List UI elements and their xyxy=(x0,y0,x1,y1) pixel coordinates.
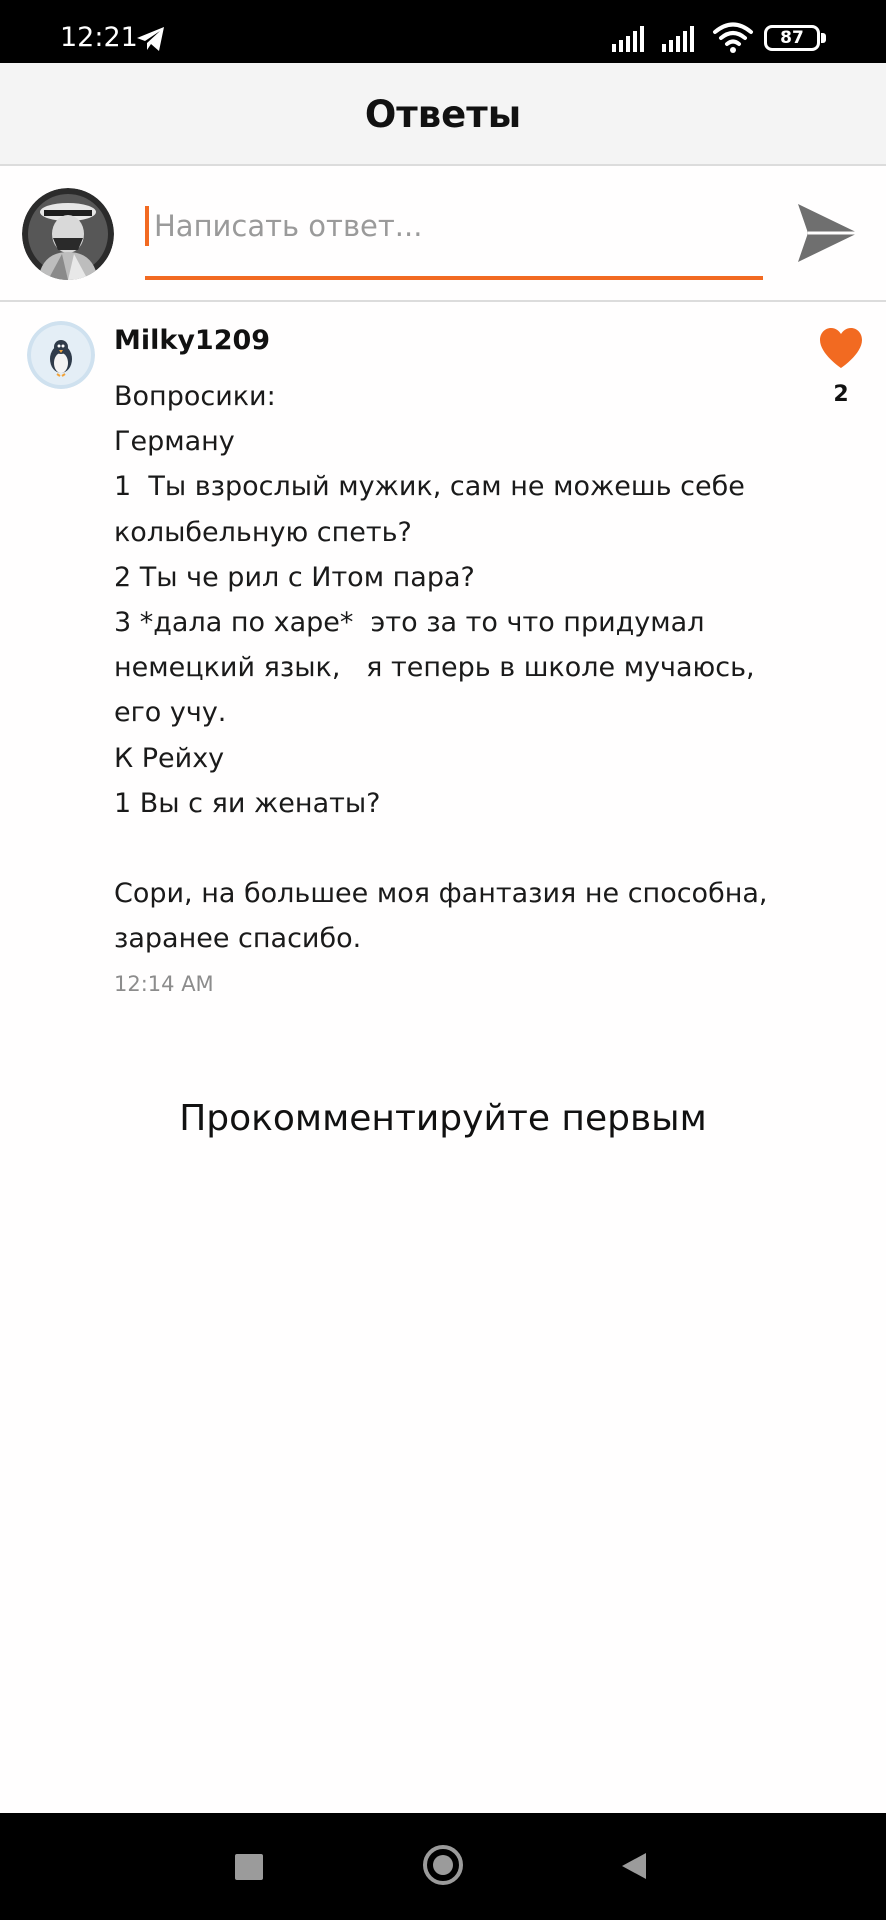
comment-line: 1 Ты взрослый мужик, сам не можешь себе xyxy=(114,471,745,503)
like-button[interactable] xyxy=(818,327,864,369)
avatar-image xyxy=(22,188,114,280)
reply-bar xyxy=(0,166,886,302)
comment-line: 3 *дала по харе* это за то что придумал xyxy=(114,606,705,638)
comment-username[interactable]: Milky1209 xyxy=(114,325,271,356)
empty-state-message: Прокомментируйте первым xyxy=(179,1098,707,1139)
system-nav-bar xyxy=(0,1813,886,1920)
status-bar xyxy=(0,0,886,63)
comment-line: К Рейху xyxy=(114,742,225,774)
comment-line: немецкий язык, я теперь в школе мучаюсь, xyxy=(114,652,755,684)
comment-line: заранее спасибо. xyxy=(114,923,362,955)
like-count: 2 xyxy=(833,382,849,407)
signal-icon xyxy=(662,24,702,52)
wifi-icon xyxy=(712,20,754,54)
comment-line: его учу. xyxy=(114,697,227,729)
reply-input[interactable] xyxy=(145,206,772,246)
back-icon[interactable] xyxy=(620,1851,648,1881)
battery-icon xyxy=(764,25,820,51)
comment-avatar[interactable] xyxy=(27,321,95,389)
reply-input-underline xyxy=(145,276,763,280)
comment-line: 2 Ты че рил с Итом пара? xyxy=(114,561,475,593)
battery-cap xyxy=(821,33,826,43)
home-icon-inner xyxy=(433,1855,453,1875)
comment-line: Сори, на большее моя фантазия не способна, xyxy=(114,878,768,910)
signal-icon xyxy=(612,24,652,52)
battery-level: 87 xyxy=(780,28,804,48)
comment-line: Вопросики: xyxy=(114,381,276,412)
page-title: Ответы xyxy=(364,93,522,136)
telegram-icon xyxy=(136,26,166,52)
avatar-image xyxy=(27,321,95,389)
comment-text xyxy=(114,374,814,961)
comment-line xyxy=(114,826,814,871)
home-icon[interactable] xyxy=(423,1845,463,1885)
comment-line: Герману xyxy=(114,426,235,458)
my-avatar[interactable] xyxy=(22,188,114,280)
comment-line: колыбельную спеть? xyxy=(114,516,412,548)
comment-line: 1 Вы с яи женаты? xyxy=(114,787,381,819)
send-button[interactable] xyxy=(796,202,860,264)
app-header xyxy=(0,63,886,166)
recent-apps-icon[interactable] xyxy=(235,1854,263,1880)
comment-timestamp: 12:14 AM xyxy=(114,972,214,996)
status-time: 12:21 xyxy=(60,22,138,53)
heart-icon xyxy=(820,328,862,368)
